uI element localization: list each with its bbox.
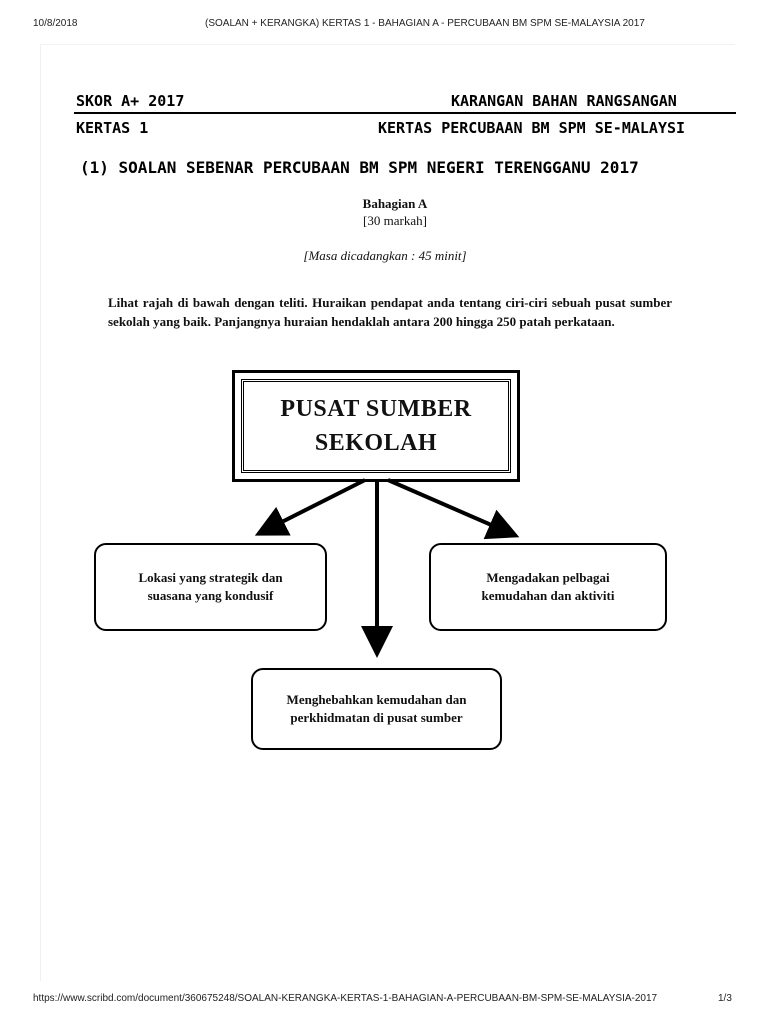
print-url: https://www.scribd.com/document/360675248/SOALAN-KERANGKA-KERTAS-1-BAHAGIAN-A-PERCUBAAN-BM-SPM-SE-MALAYSIA-2017 (33, 993, 658, 1004)
arrow-to-left (262, 480, 365, 532)
diagram-main-box (232, 370, 520, 482)
print-date: 10/8/2018 (33, 18, 78, 29)
header-essay-type: KARANGAN BAHAN RANGSANGAN (451, 92, 677, 110)
diagram-box-right (429, 543, 667, 631)
print-title: (SOALAN + KERANGKA) KERTAS 1 - BAHAGIAN A - PERCUBAAN BM SPM SE-MALAYSIA 2017 (205, 18, 645, 29)
diagram-right-label: Mengadakan pelbagai kemudahan dan aktiviti (481, 570, 615, 603)
header-paper-label: KERTAS 1 (76, 119, 149, 137)
diagram-box-left (94, 543, 327, 631)
question-heading: (1) SOALAN SEBENAR PERCUBAAN BM SPM NEGERI TERENGGANU 2017 (80, 158, 639, 177)
header-exam-name: KERTAS PERCUBAAN BM SPM SE-MALAYSI (378, 119, 686, 137)
diagram-bottom-label: Menghebahkan kemudahan dan perkhidmatan di pusat sumber (286, 692, 467, 725)
section-time: [Masa dicadangkan : 45 minit] (303, 248, 467, 263)
section-marks: [30 markah] (363, 213, 427, 228)
diagram-left-label: Lokasi yang strategik dan suasana yang kondusif (138, 570, 283, 603)
diagram-main-label: PUSAT SUMBER SEKOLAH (280, 396, 472, 456)
print-page-number: 1/3 (718, 993, 732, 1004)
arrow-to-right (388, 480, 512, 534)
diagram-box-bottom (251, 668, 502, 750)
section-title: Bahagian A (362, 196, 428, 211)
header-score-label: SKOR A+ 2017 (76, 92, 185, 110)
question-instruction: Lihat rajah di bawah dengan teliti. Huraikan pendapat anda tentang ciri-ciri sebuah pusat sumber sekolah yang baik. Panjangnya huraian hendaklah antara 200 hingga 250 patah perkataan. (108, 295, 672, 329)
